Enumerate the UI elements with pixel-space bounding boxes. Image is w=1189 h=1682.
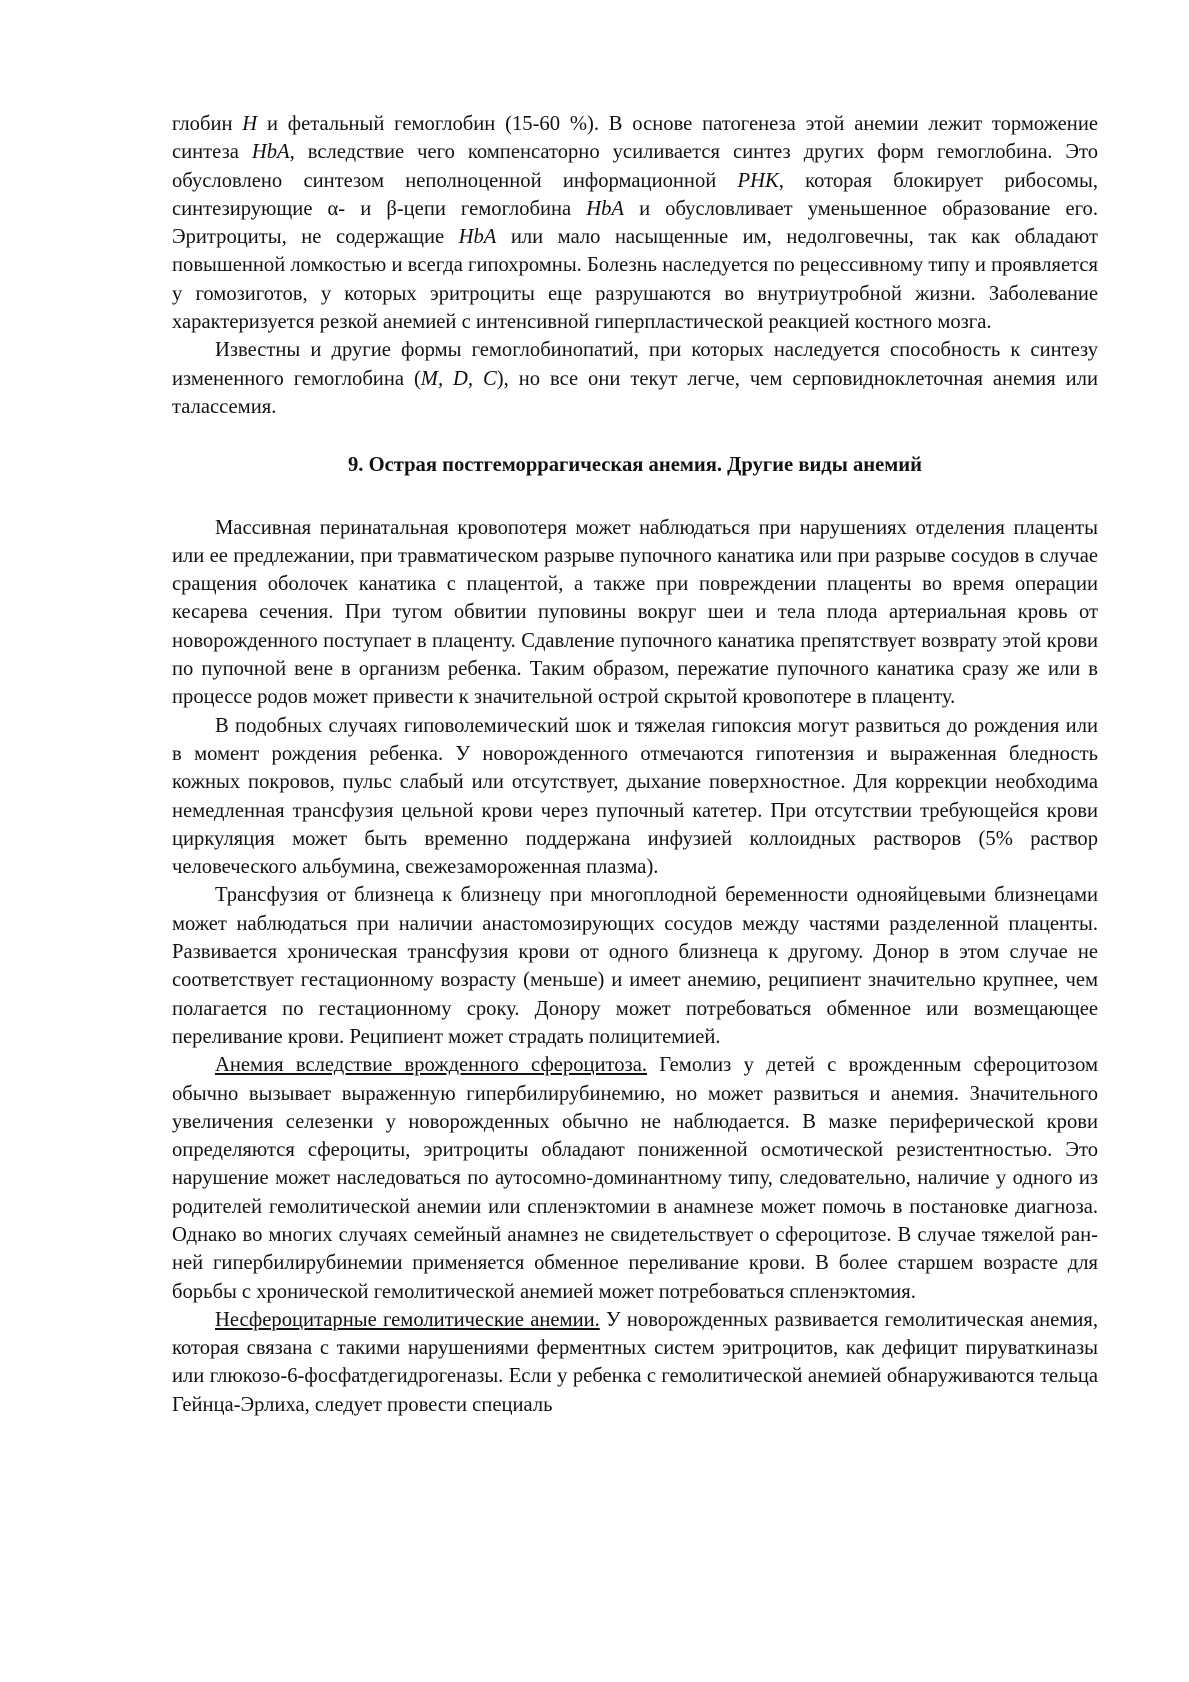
paragraph-2 — [172, 336, 1098, 421]
italic-term: M, D, C — [420, 367, 497, 390]
text: и обусловливает уменьшенное образование его. Эритроциты, не содержащие — [172, 197, 1098, 249]
paragraph-7 — [172, 1306, 1098, 1419]
text: или мало насыщенные им, недолговечны, так как обладают повышенной ломкостью и всегда гипохромны. Болезнь наследуется по рецессивному типу и проявляется у гомозиготов, у которых эритроциты еще разрушаются во внутриутробной жизни. Заболевание характеризуется резкой анемией с интенсивной гиперпластической реакцией костного мозга. — [172, 226, 1098, 334]
text: ), но все они текут легче, чем серповидноклеточная анемия или талассемия. — [172, 367, 1098, 418]
italic-term: HbA — [251, 141, 290, 164]
text: глобин — [172, 113, 243, 135]
section-heading: 9. Острая постгеморрагическая анемия. Другие виды анемий — [347, 454, 923, 477]
subsection-title: Несфероцитарные гемолитические анемии. — [215, 1308, 600, 1331]
text: Известны и другие формы гемоглобинопатий, при которых наследуется способность к синтезу измененного гемоглобина ( — [172, 339, 1098, 390]
italic-term: HbA — [458, 226, 497, 249]
italic-term: HbA — [586, 197, 625, 220]
subsection-title: Анемия вследствие врожденного сфероцитоза. — [215, 1054, 648, 1077]
text: У новорожденных развивается гемолитическая анемия, которая связана с такими нарушениями ферментных систем эритроцитов, как дефицит пируваткиназы или глюкозо-6-фосфатдегидрогеназы. Если у ребенка с гемолитической анемией обнаруживаются тельца Гейнца-Эрлиха, следует провести специаль — [172, 1308, 1098, 1416]
paragraph-1 — [172, 110, 1098, 336]
text: и фетальный гемоглобин (15-60 %). В основе патогенеза этой анемии лежит торможение синтеза — [172, 113, 1098, 164]
paragraph-5: Трансфузия от близнеца к близнецу при многоплодной беременности однояйцевыми близнецами может наблюдаться при наличии анастомозирующих сосудов между частями разделенной плаценты. Развивается хроническая трансфузия крови от одного близнеца к другому. Донор в этом случае не соответствует гестационному возрасту (меньше) и имеет анемию, реципиент значительно крупнее, чем полагается по гестационному сроку. Донору может потребоваться обменное или возмещающее переливание крови. Реципиент может страдать полицитемией. — [172, 884, 1098, 1048]
document-page — [172, 110, 1098, 1419]
text: Гемолиз у детей с врожденным сфероцитозом обычно вызывает выраженную гипербилирубинемию, но может развиться и анемия. Значительного увеличения селезенки у новорожденных обычно не наблюдается. В мазке периферической крови определяются сфероциты, эритроциты обладают пониженной осмотической резистентностью. Это нарушение может наследоваться по аутосомно-доминантному типу, следовательно, наличие у одного из родителей гемолитической анемии или спленэктомии в анамнезе может помочь в постановке диагноза. Однако во многих случаях семейный анамнез не свидетельствует о сфероцитозе. В случае тяжелой ранней гипербилирубинемии применяется обменное переливание крови. В более старшем возрасте для борьбы с хронической гемолитической анемией может потребоваться спленэктомия. — [172, 1054, 1099, 1303]
italic-term: H — [242, 113, 258, 135]
text: , которая блокирует рибосомы, синтезирующие α- и β-цепи гемоглобина — [172, 169, 1099, 220]
italic-term: РНК — [737, 169, 779, 192]
text: , вследствие чего компенсаторно усиливается синтез других форм гемоглобина. Это обусловлено синтезом неполноценной информационной — [172, 141, 1098, 192]
paragraph-4: В подобных случаях гиповолемический шок и тяжелая гипоксия могут развиться до рождения или в момент рождения ребенка. У новорожденного отмечаются гипотензия и выраженная бледность кожных покровов, пульс слабый или отсутствует, дыхание поверхностное. Для коррекции необходима немедленная трансфузия цельной крови через пупочный катетер. При отсутствии требующейся крови циркуляция может быть временно поддержана инфузией коллоидных растворов (5% раствор человеческого альбумина, свежезамороженная плазма). — [172, 714, 1098, 879]
paragraph-6 — [172, 1051, 1098, 1306]
paragraph-3: Массивная перинатальная кровопотеря может наблюдаться при нарушениях отделения плаценты или ее предлежании, при травматическом разрыве пупочного канатика или при разрыве сосудов в случае сращения оболочек канатика с плацентой, а также при повреждении плаценты во время операции кесарева сечения. При тугом обвитии пуповины вокруг шеи и тела плода артериальная кровь от новорожденного поступает в плаценту. Сдавление пупочного канатика препятствует возврату этой крови по пупочной вене в организм ребенка. Таким образом, пережатие пупочного канатика сразу же или в процессе родов может привести к значительной острой скрытой кровопотере в плаценту. — [172, 516, 1098, 709]
